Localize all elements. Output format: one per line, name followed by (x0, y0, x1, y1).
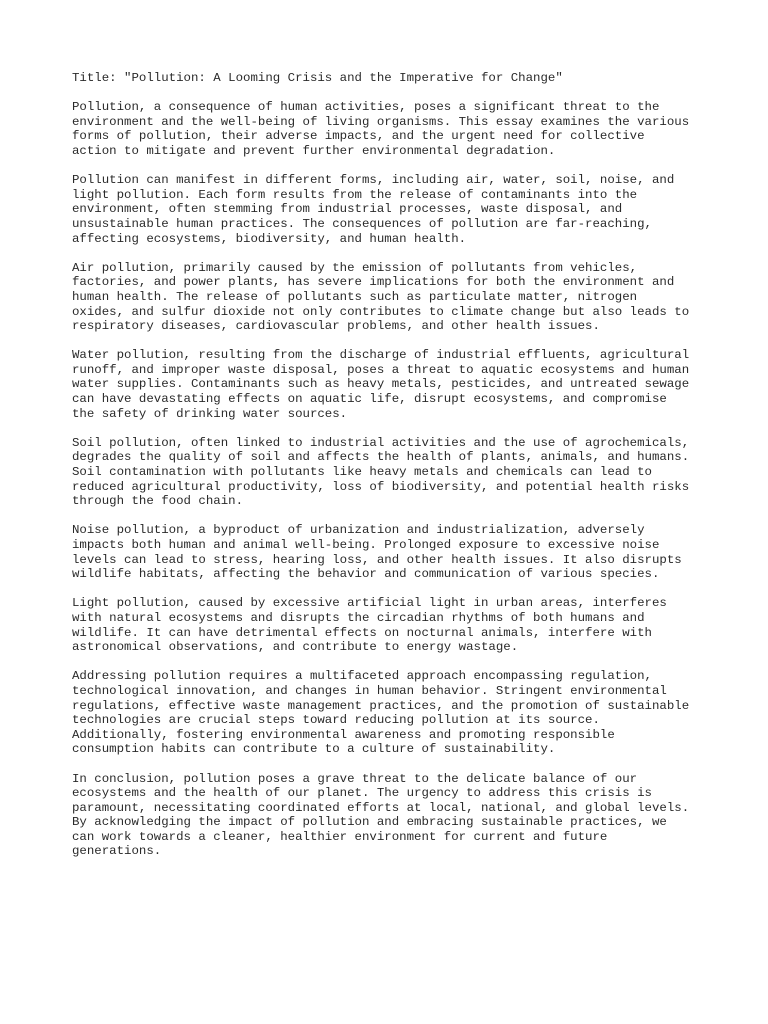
paragraph-line: Soil contamination with pollutants like heavy metals and chemicals can lead to (72, 465, 652, 480)
paragraph-line: generations. (72, 844, 162, 859)
paragraph-line: Soil pollution, often linked to industrial activities and the use of agrochemicals, (72, 435, 690, 450)
paragraph-line: Addressing pollution requires a multifaceted approach encompassing regulation, (72, 669, 652, 684)
paragraph-line: forms of pollution, their adverse impacts, and the urgent need for collective (72, 129, 645, 144)
paragraph-line: regulations, effective waste management practices, and the promotion of sustainable (72, 698, 690, 713)
paragraph-line: By acknowledging the impact of pollution and embracing sustainable practices, we (72, 815, 667, 830)
paragraph-line: human health. The release of pollutants such as particulate matter, nitrogen (72, 289, 638, 304)
paragraph-line: In conclusion, pollution poses a grave threat to the delicate balance of our (72, 771, 638, 786)
paragraph-line: Pollution, a consequence of human activities, poses a significant threat to the (72, 100, 660, 115)
paragraph-line: Water pollution, resulting from the discharge of industrial effluents, agricultural (72, 348, 690, 363)
paragraph-line: can work towards a cleaner, healthier environment for current and future (72, 829, 608, 844)
paragraph-line: Noise pollution, a byproduct of urbanization and industrialization, adversely (72, 523, 645, 538)
paragraph-addressing (72, 669, 712, 757)
paragraph-forms (72, 173, 712, 246)
paragraph-line: environment and the well-being of living organisms. This essay examines the various (72, 114, 690, 129)
document-body (72, 71, 712, 874)
paragraph-intro (72, 100, 712, 158)
paragraph-line: impacts both human and animal well-being. Prolonged exposure to excessive noise (72, 538, 660, 552)
paragraph-line: paramount, necessitating coordinated efforts at local, national, and global levels. (72, 800, 690, 815)
paragraph-line: through the food chain. (72, 494, 244, 509)
paragraph-conclusion (72, 772, 712, 860)
paragraph-line: consumption habits can contribute to a culture of sustainability. (72, 742, 556, 757)
paragraph-line: Additionally, fostering environmental awareness and promoting responsible (72, 727, 615, 742)
paragraph-line: factories, and power plants, has severe implications for both the environment and (72, 275, 675, 290)
paragraph-line: Air pollution, primarily caused by the emission of pollutants from vehicles, (72, 260, 638, 275)
paragraph-line: reduced agricultural productivity, loss of biodiversity, and potential health risks (72, 479, 690, 494)
paragraph-line: respiratory diseases, cardiovascular problems, and other health issues. (72, 319, 600, 334)
paragraph-line: can have devastating effects on aquatic life, disrupt ecosystems, and compromise (72, 392, 667, 407)
paragraph-line: unsustainable human practices. The consequences of pollution are far-reaching, (72, 216, 652, 231)
paragraph-air (72, 261, 712, 334)
paragraph-line: ecosystems and the health of our planet. The urgency to address this crisis is (72, 786, 652, 801)
paragraph-line: technological innovation, and changes in human behavior. Stringent environmental (72, 683, 667, 698)
paragraph-line: levels can lead to stress, hearing loss, and other health issues. It also disrupts (72, 552, 682, 567)
paragraph-line: the safety of drinking water sources. (72, 406, 348, 421)
document-title (72, 71, 712, 86)
paragraph-line: oxides, and sulfur dioxide not only contributes to climate change but also leads to (72, 304, 690, 319)
paragraph-line: action to mitigate and prevent further environmental degradation. (72, 143, 556, 158)
paragraph-line: environment, often stemming from industrial processes, waste disposal, and (72, 202, 623, 217)
paragraph-line: runoff, and improper waste disposal, poses a threat to aquatic ecosystems and human (72, 362, 690, 377)
title-line: Title: "Pollution: A Looming Crisis and the Imperative for Change" (72, 71, 563, 85)
paragraph-soil (72, 436, 712, 509)
paragraph-line: wildlife. It can have detrimental effects on nocturnal animals, interfere with (72, 625, 652, 640)
paragraph-line: technologies are crucial steps toward reducing pollution at its source. (72, 713, 600, 728)
paragraph-water (72, 348, 712, 421)
paragraph-noise (72, 523, 712, 581)
paragraph-line: Pollution can manifest in different forms, including air, water, soil, noise, and (72, 173, 675, 188)
paragraph-line: water supplies. Contaminants such as heavy metals, pesticides, and untreated sewage (72, 377, 690, 392)
paragraph-light (72, 596, 712, 654)
paragraph-line: affecting ecosystems, biodiversity, and human health. (72, 231, 467, 246)
paragraph-line: wildlife habitats, affecting the behavior and communication of various species. (72, 567, 660, 582)
paragraph-line: with natural ecosystems and disrupts the circadian rhythms of both humans and (72, 610, 645, 625)
paragraph-line: light pollution. Each form results from the release of contaminants into the (72, 187, 638, 202)
paragraph-line: degrades the quality of soil and affects the health of plants, animals, and humans. (72, 450, 690, 465)
paragraph-line: Light pollution, caused by excessive artificial light in urban areas, interferes (72, 596, 667, 611)
paragraph-line: astronomical observations, and contribute to energy wastage. (72, 640, 519, 655)
